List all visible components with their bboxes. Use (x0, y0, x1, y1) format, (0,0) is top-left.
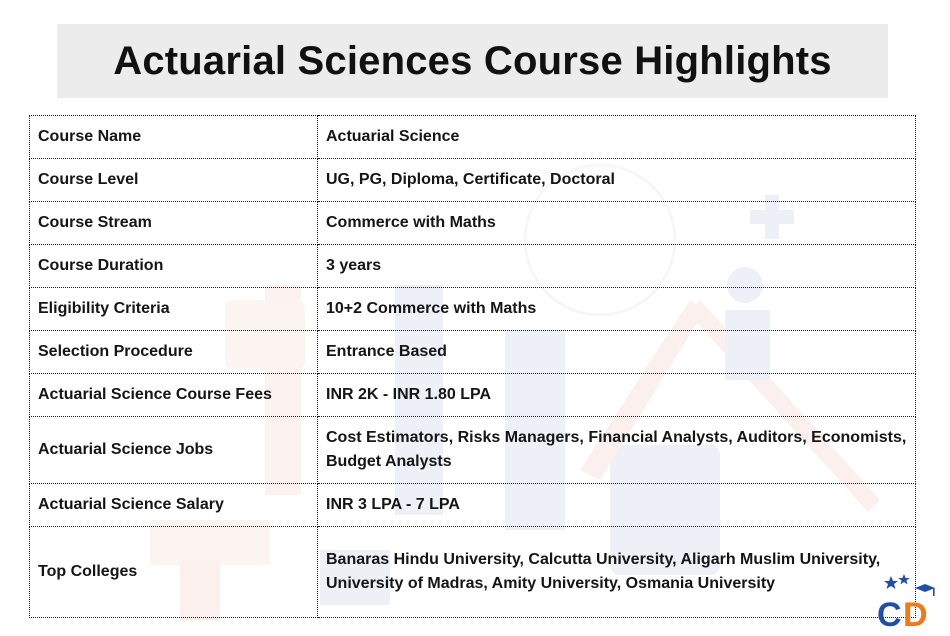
table-row (30, 331, 916, 374)
table-row (30, 417, 916, 484)
row-label: Course Level (30, 159, 318, 202)
table-row (30, 202, 916, 245)
table-row (30, 374, 916, 417)
title-banner (57, 24, 888, 98)
row-label: Course Name (30, 116, 318, 159)
row-value: UG, PG, Diploma, Certificate, Doctoral (318, 159, 916, 202)
row-value: Cost Estimators, Risks Managers, Financial Analysts, Auditors, Economists, Budget Analysts (318, 417, 916, 484)
row-value: INR 2K - INR 1.80 LPA (318, 374, 916, 417)
row-label: Course Duration (30, 245, 318, 288)
highlights-table (29, 115, 916, 618)
row-value: Actuarial Science (318, 116, 916, 159)
row-label: Course Stream (30, 202, 318, 245)
table-row (30, 527, 916, 618)
row-value: 3 years (318, 245, 916, 288)
table-row (30, 245, 916, 288)
collegedunia-logo-icon (873, 574, 939, 632)
table-row (30, 116, 916, 159)
row-label: Eligibility Criteria (30, 288, 318, 331)
table-row (30, 484, 916, 527)
table-row (30, 159, 916, 202)
row-value: Entrance Based (318, 331, 916, 374)
row-label: Actuarial Science Salary (30, 484, 318, 527)
row-value: INR 3 LPA - 7 LPA (318, 484, 916, 527)
row-value: Commerce with Maths (318, 202, 916, 245)
svg-text:D: D (903, 596, 928, 632)
svg-text:C: C (877, 596, 902, 632)
row-value: Banaras Hindu University, Calcutta University, Aligarh Muslim University, University of Madras, Amity University, Osmania University (318, 527, 916, 618)
row-label: Actuarial Science Course Fees (30, 374, 318, 417)
table-row (30, 288, 916, 331)
page-title: Actuarial Sciences Course Highlights (113, 38, 832, 83)
row-label: Selection Procedure (30, 331, 318, 374)
row-value: 10+2 Commerce with Maths (318, 288, 916, 331)
row-label: Actuarial Science Jobs (30, 417, 318, 484)
row-label: Top Colleges (30, 527, 318, 618)
